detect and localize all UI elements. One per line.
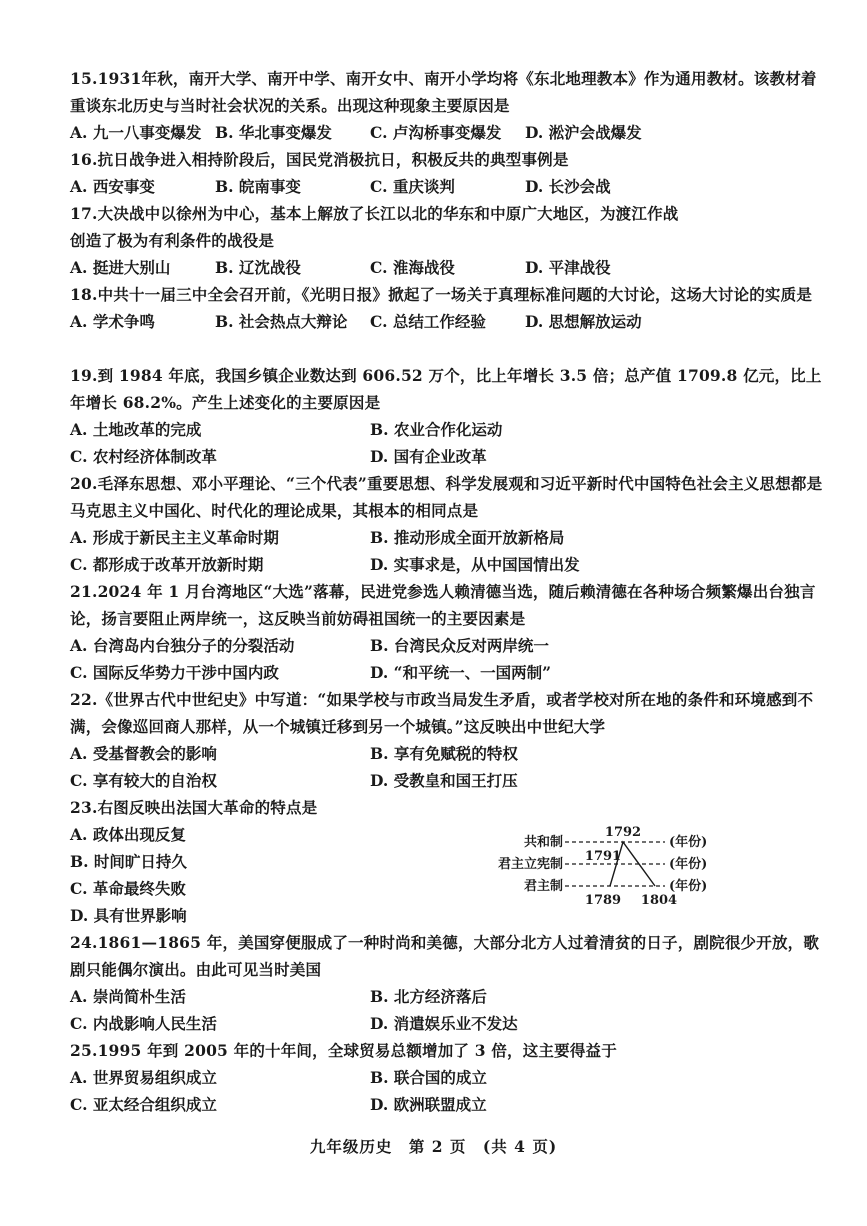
option-c[interactable]: C. 革命最终失败 <box>70 879 186 898</box>
option-row <box>70 1064 830 1091</box>
option-row <box>70 983 830 1010</box>
option-a[interactable]: A. 学术争鸣 <box>70 312 155 331</box>
option-a[interactable]: A. 西安事变 <box>70 177 155 196</box>
option-c[interactable]: C. 亚太经合组织成立 <box>70 1095 217 1114</box>
unit-label-year: (年份) <box>669 835 708 850</box>
option-a[interactable]: A. 崇尚简朴生活 <box>70 987 186 1006</box>
question-stem: 20.毛泽东思想、邓小平理论、“三个代表”重要思想、科学发展观和习近平新时代中国特色社会主义思想都是马克思主义中国化、时代化的理论成果，其根本的相同点是 <box>70 474 823 520</box>
option-d[interactable]: D. 欧洲联盟成立 <box>370 1095 487 1114</box>
question-stem: 23.右图反映出法国大革命的特点是 <box>70 798 318 817</box>
option-c[interactable]: C. 卢沟桥事变爆发 <box>370 123 502 142</box>
option-row <box>70 524 830 551</box>
option-d[interactable]: D. 长沙会战 <box>525 177 611 196</box>
option-d[interactable]: D. 国有企业改革 <box>370 447 487 466</box>
question-stem: 17.大决战中以徐州为中心，基本上解放了长江以北的华东和中原广大地区，为渡江作战创造了极为有利条件的战役是 <box>70 204 679 250</box>
option-row <box>70 443 830 470</box>
option-b[interactable]: B. 联合国的成立 <box>370 1068 487 1087</box>
question-19 <box>70 362 830 470</box>
question-18 <box>70 281 830 335</box>
option-c[interactable]: C. 淮海战役 <box>370 258 455 277</box>
option-row <box>70 308 830 335</box>
option-b[interactable]: B. 辽沈战役 <box>215 258 301 277</box>
option-row <box>70 173 830 200</box>
option-b[interactable]: B. 台湾民众反对两岸统一 <box>370 636 549 655</box>
unit-label-year: (年份) <box>669 857 708 872</box>
option-row <box>70 767 830 794</box>
option-d[interactable]: D. 淞沪会战爆发 <box>525 123 642 142</box>
question-stem: 21.2024 年 1 月台湾地区“大选”落幕，民进党参选人赖清德当选，随后赖清德在各种场合频繁爆出台独言论，扬言要阻止两岸统一，这反映当前妨碍祖国统一的主要因素是 <box>70 582 816 628</box>
option-a[interactable]: A. 台湾岛内台独分子的分裂活动 <box>70 636 295 655</box>
question-stem: 16.抗日战争进入相持阶段后，国民党消极抗日，积极反共的典型事例是 <box>70 150 569 169</box>
question-stem: 24.1861—1865 年，美国穿便服成了一种时尚和美德，大部分北方人过着清贫的日子，剧院很少开放，歌剧只能偶尔演出。由此可见当时美国 <box>70 933 820 979</box>
year-label-1789: 1789 <box>584 893 622 908</box>
option-c[interactable]: C. 都形成于改革开放新时期 <box>70 555 264 574</box>
option-d[interactable]: D. 具有世界影响 <box>70 906 187 925</box>
question-stem: 22.《世界古代中世纪史》中写道：“如果学校与市政当局发生矛盾，或者学校对所在地的条件和环境感到不满，会像巡回商人那样，从一个城镇迁移到另一个城镇。”这反映出中世纪大学 <box>70 690 814 736</box>
option-b[interactable]: B. 北方经济落后 <box>370 987 487 1006</box>
option-b[interactable]: B. 皖南事变 <box>215 177 301 196</box>
option-d[interactable]: D. “和平统一、一国两制” <box>370 663 552 682</box>
page-footer: 九年级历史 第 2 页 (共 4 页) <box>309 1137 558 1156</box>
option-b[interactable]: B. 推动形成全面开放新格局 <box>370 528 565 547</box>
option-a[interactable]: A. 挺进大别山 <box>70 258 171 277</box>
row-label-monarchy: 君主制 <box>523 879 563 894</box>
option-row <box>70 416 830 443</box>
option-b[interactable]: B. 华北事变爆发 <box>215 123 332 142</box>
option-c[interactable]: C. 总结工作经验 <box>370 312 486 331</box>
unit-label-year: (年份) <box>669 879 708 894</box>
option-a[interactable]: A. 九一八事变爆发 <box>70 123 202 142</box>
option-c[interactable]: C. 农村经济体制改革 <box>70 447 217 466</box>
option-row <box>70 1010 830 1037</box>
option-b[interactable]: B. 享有免赋税的特权 <box>370 744 518 763</box>
option-d[interactable]: D. 实事求是，从中国国情出发 <box>370 555 580 574</box>
option-d[interactable]: D. 受教皇和国王打压 <box>370 771 518 790</box>
question-stem: 18.中共十一届三中全会召开前，《光明日报》掀起了一场关于真理标准问题的大讨论，这场大讨论的实质是 <box>70 285 813 304</box>
option-d[interactable]: D. 消遣娱乐业不发达 <box>370 1014 518 1033</box>
option-b[interactable]: B. 时间旷日持久 <box>70 852 187 871</box>
question-21 <box>70 578 830 686</box>
option-c[interactable]: C. 享有较大的自治权 <box>70 771 217 790</box>
row-label-republic: 共和制 <box>523 835 563 850</box>
question-24 <box>70 929 830 1037</box>
question-stem: 15.1931年秋，南开大学、南开中学、南开女中、南开小学均将《东北地理教本》作为通用教材。该教材着重谈东北历史与当时社会状况的关系。出现这种现象主要原因是 <box>70 69 817 115</box>
row-label-constitutional-monarchy: 君主立宪制 <box>497 857 563 872</box>
question-stem: 19.到 1984 年底，我国乡镇企业数达到 606.52 万个，比上年增长 3.5 倍；总产值 1709.8 亿元，比上年增长 68.2%。产生上述变化的主要原因是 <box>70 366 822 412</box>
option-row <box>70 632 830 659</box>
option-row <box>70 119 830 146</box>
year-label-1791: 1791 <box>584 849 622 864</box>
option-c[interactable]: C. 内战影响人民生活 <box>70 1014 217 1033</box>
option-c[interactable]: C. 国际反华势力干涉中国内政 <box>70 663 279 682</box>
question-22 <box>70 686 830 794</box>
year-label-1804: 1804 <box>640 893 678 908</box>
question-25 <box>70 1037 830 1118</box>
option-a[interactable]: A. 土地改革的完成 <box>70 420 202 439</box>
option-a[interactable]: A. 世界贸易组织成立 <box>70 1068 217 1087</box>
option-b[interactable]: B. 社会热点大辩论 <box>215 312 348 331</box>
option-c[interactable]: C. 重庆谈判 <box>370 177 455 196</box>
option-row <box>70 740 830 767</box>
option-row <box>70 659 830 686</box>
option-row <box>70 254 830 281</box>
option-a[interactable]: A. 政体出现反复 <box>70 825 186 844</box>
question-20 <box>70 470 830 578</box>
option-row <box>70 1091 830 1118</box>
option-d[interactable]: D. 平津战役 <box>525 258 611 277</box>
option-b[interactable]: B. 农业合作化运动 <box>370 420 503 439</box>
option-a[interactable]: A. 形成于新民主主义革命时期 <box>70 528 279 547</box>
option-a[interactable]: A. 受基督教会的影响 <box>70 744 217 763</box>
question-16 <box>70 146 830 200</box>
question-17 <box>70 200 830 281</box>
option-d[interactable]: D. 思想解放运动 <box>525 312 642 331</box>
year-label-1792: 1792 <box>604 825 642 840</box>
question-15 <box>70 65 830 146</box>
question-stem: 25.1995 年到 2005 年的十年间，全球贸易总额增加了 3 倍，这主要得益于 <box>70 1041 617 1060</box>
regime-change-diagram <box>497 820 720 910</box>
option-row <box>70 551 830 578</box>
